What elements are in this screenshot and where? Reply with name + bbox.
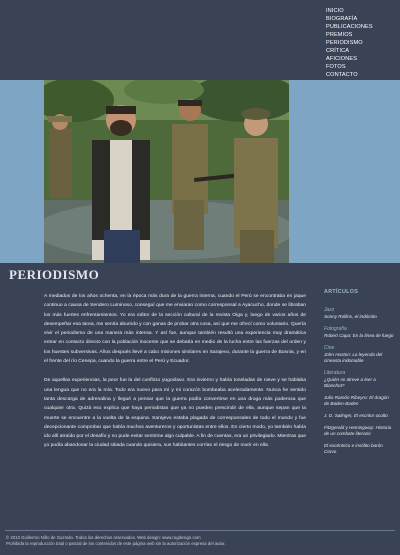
nav-item-premios[interactable]: PREMIOS bbox=[326, 32, 353, 38]
hero-photo-illustration bbox=[44, 80, 289, 263]
sidebar-category: Jazz bbox=[324, 307, 335, 313]
sidebar-article-link[interactable]: ¿Quién se atreve a leer a Blanchot? bbox=[324, 377, 376, 388]
sidebar-category: Literatura bbox=[324, 370, 346, 376]
hero-band bbox=[0, 80, 400, 263]
nav-item-fotos[interactable]: FOTOS bbox=[326, 64, 346, 70]
page-title: PERIODISMO bbox=[9, 267, 100, 282]
nav-item-periodismo[interactable]: PERIODISMO bbox=[326, 40, 363, 46]
sidebar-group-literatura bbox=[324, 370, 394, 455]
article-paragraph: De aquellas experiencias, la peor fue la del conflicto yugoslavo. Era invierno y había toneladas de nieve y se hablaba una lengua que no era la mía. Todo era nuevo para mí y mi corazón bombeaba aceleradamente. Nunca he sentido tanta descarga de adrenalina y llegué a pensar que la guerra podía convertirse en una droga más poderosa que cualquier otra. Quizá eso explica que haya periodistas que ya no pueden prescindir de ella, aunque sepan que la muerte se encuentre a la vuelta de la esquina. Sarajevo estaba plagada de corresponsales de todo el mundo y fue decepcionante comprobar que había muchos aventureros y oportunistas entre ellos. En cierto modo, yo también había ido allí atraído por el desafío y no pude evitar sentirme algo culpable. A fin de cuentas, era un privilegiado. Mientras que yo podía abandonar la ciudad sitiada cuando quisiera, sus habitantes corrían el riesgo de morir en ella. bbox=[44, 378, 306, 449]
footer-copyright: © 2013 Guillermo Niño de Guzmán. Todos los derechos reservados. Web design: www.rogdesign.com bbox=[6, 535, 201, 540]
nav-item-critica[interactable]: CRÍTICA bbox=[326, 48, 350, 54]
sidebar-article-link[interactable]: Julio Ramón Ribeyro: El dragón de Baden-Baden bbox=[324, 395, 389, 406]
sidebar-category: Fotografía bbox=[324, 326, 347, 332]
nav-item-publicaciones[interactable]: PUBLICACIONES bbox=[326, 24, 373, 30]
sidebar-article-link[interactable]: Sonny Rollins, el indómito bbox=[324, 314, 377, 319]
articles-sidebar bbox=[324, 289, 394, 461]
sidebar-article-link[interactable]: J. D. Salinger, El escritor oculto bbox=[324, 413, 388, 418]
sidebar-heading: ARTÍCULOS bbox=[324, 289, 359, 295]
sidebar-article-link[interactable]: John Huston: La leyenda del cineasta indomable bbox=[324, 352, 383, 363]
main-nav bbox=[326, 7, 373, 79]
site-footer bbox=[0, 530, 400, 555]
nav-item-inicio[interactable]: INICIO bbox=[326, 8, 344, 14]
hero-photo bbox=[44, 80, 289, 263]
footer-divider bbox=[5, 530, 395, 531]
footer-notice: Prohibida la reproducción total o parcial de los contenidos de este página web sin la autorización expresa del autor. bbox=[6, 541, 226, 546]
sidebar-group-fotografia bbox=[324, 326, 394, 339]
nav-item-contacto[interactable]: CONTACTO bbox=[326, 72, 358, 78]
article-paragraph: A mediados de los años ochenta, en la época más dura de la guerra interna, cuando el Perú se encontraba en jaque continuo a causa de Sendero Luminoso, conseguí que me enviaran como corresponsal a Ayacucho, donde se libraban los más fuertes enfrentamientos. Yo era editor de la sección cultural de la revista Oiga y, luego de varios años de desempeñar esa tarea, me sentía aburrido y con ganas de probar otra cosa, así que me ofrecí como voluntario. Quería vivir el periodismo de una manera más intensa. Y así fue, aunque también resultó una experiencia muy dramática entrar en contacto directo con la población inocente que se debatía en medio de la lucha entre las fuerzas del orden y los huestes subversivas. Años después llevé a cabo misiones similares en Sarajevo, durante la guerra de Bosnia, y en el frente del río Cenepa, cuando la guerra entre el Perú y Ecuador. bbox=[44, 294, 306, 365]
sidebar-article-link[interactable]: El excéntrico e insólito barón Corvo bbox=[324, 443, 383, 454]
nav-item-biografia[interactable]: BIOGRAFÍA bbox=[326, 16, 358, 22]
sidebar-article-link[interactable]: Fitzgerald y Hemingway: Historia de un combate literario bbox=[324, 425, 392, 436]
sidebar-group-cine bbox=[324, 345, 394, 364]
nav-item-aficiones[interactable]: AFICIONES bbox=[326, 56, 358, 62]
site-header bbox=[0, 0, 400, 80]
sidebar-category: Cine bbox=[324, 345, 335, 351]
sidebar-group-jazz bbox=[324, 307, 394, 320]
sidebar-article-link[interactable]: Robert Capa: En la línea de fuego bbox=[324, 333, 394, 338]
article-body bbox=[44, 292, 306, 461]
